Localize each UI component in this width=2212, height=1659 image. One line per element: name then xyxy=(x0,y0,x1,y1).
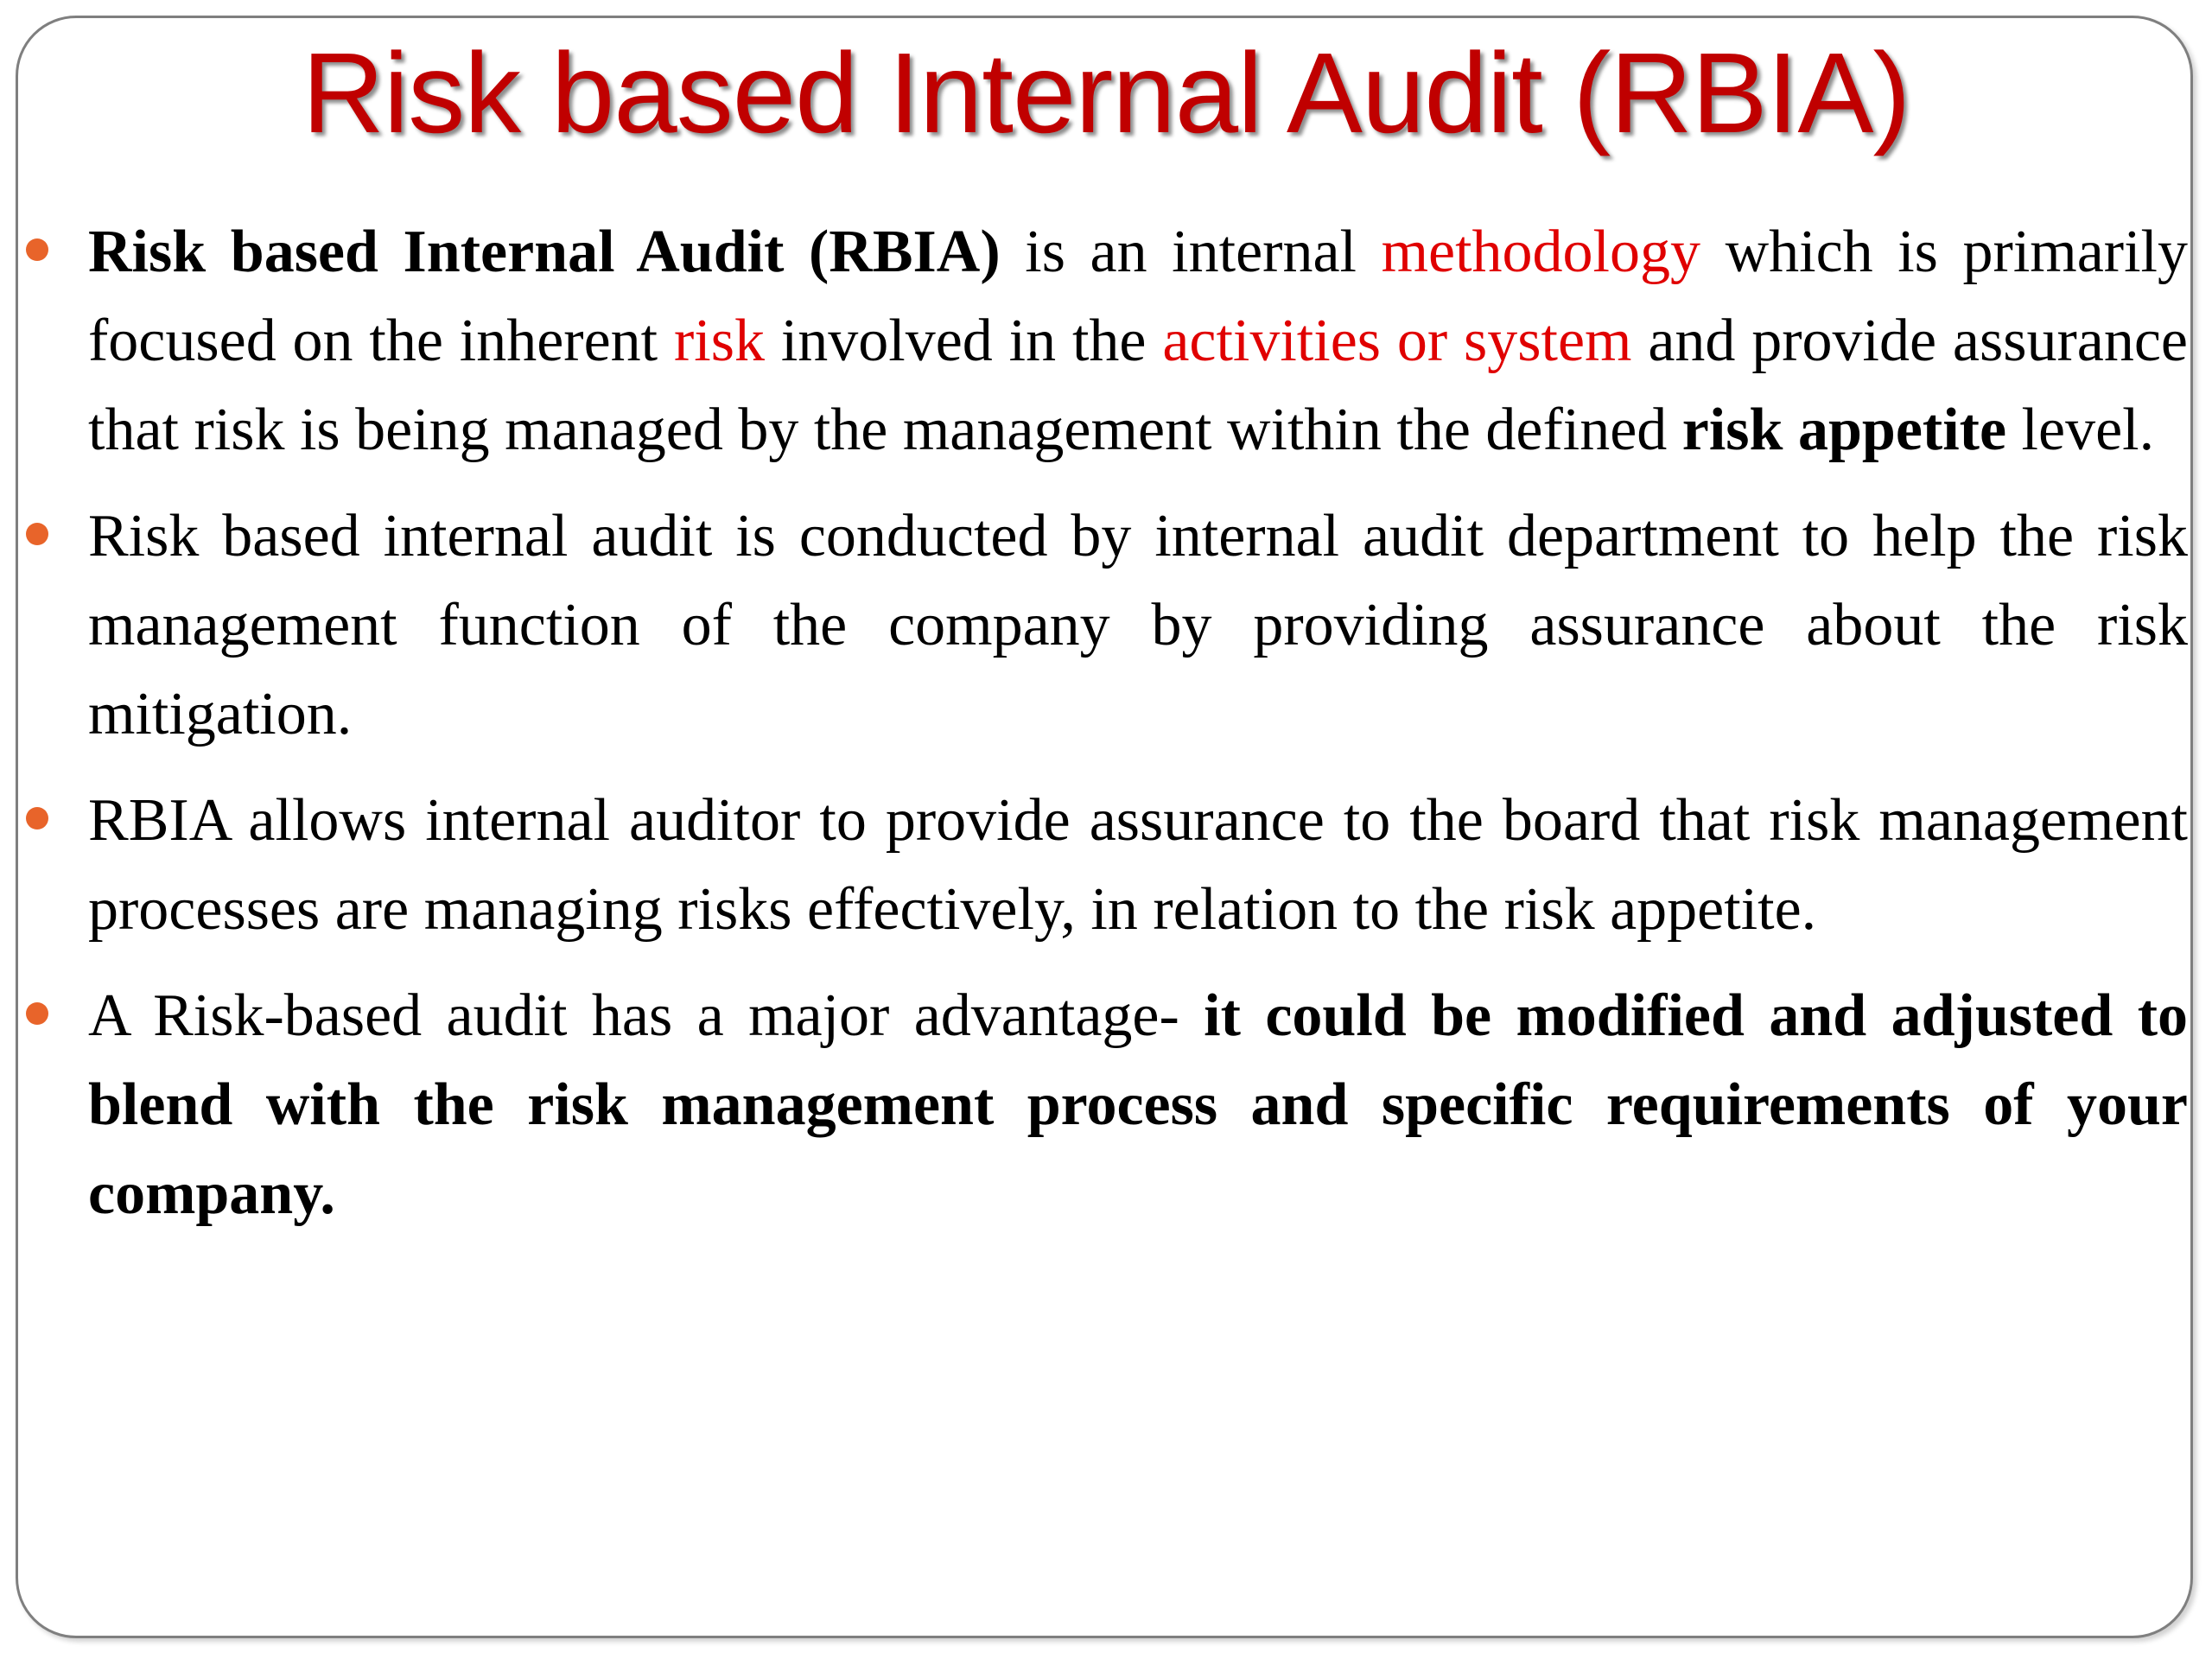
bullet-1-risk-appetite: risk appetite xyxy=(1681,397,2007,463)
bullet-1-text-d: and provide assurance that risk is being managed by the management within the defined xyxy=(88,308,2188,463)
bullet-1-text-a: is an internal xyxy=(1000,219,1382,285)
bullet-item-assurance xyxy=(88,776,2188,954)
bullet-list xyxy=(88,207,2188,1255)
bullet-dot-icon xyxy=(26,807,48,830)
bullet-item-definition xyxy=(88,207,2188,474)
bullet-4-text: A Risk-based audit has a major advantage- xyxy=(88,982,1205,1049)
bullet-dot-icon xyxy=(26,238,48,261)
bullet-2-text: Risk based internal audit is conducted by internal audit department to help the risk management function of the company by providing assurance about the risk mitigation. xyxy=(88,503,2188,747)
bullet-3-text: RBIA allows internal auditor to provide assurance to the board that risk management processes are managing risks effectively, in relation to the risk appetite. xyxy=(88,787,2188,943)
slide-title: Risk based Internal Audit (RBIA) xyxy=(302,29,1910,156)
bullet-dot-icon xyxy=(26,523,48,545)
bullet-item-conducted xyxy=(88,492,2188,759)
bullet-1-highlight-activities: activities or system xyxy=(1162,308,1632,374)
bullet-1-text-b: which is primarily focused on the inherent xyxy=(88,219,2188,374)
bullet-1-highlight-methodology: methodology xyxy=(1381,219,1700,285)
bullet-1-text-c: involved in the xyxy=(764,308,1163,374)
bullet-1-highlight-risk: risk xyxy=(673,308,765,374)
bullet-4-emphasis: it could be modified and adjusted to blend with the risk management process and specific requirements of your company. xyxy=(88,982,2189,1227)
bullet-1-term: Risk based Internal Audit (RBIA) xyxy=(88,219,1001,285)
bullet-1-text-e: level. xyxy=(2006,397,2155,463)
bullet-item-advantage xyxy=(88,971,2188,1238)
bullet-dot-icon xyxy=(26,1002,48,1025)
